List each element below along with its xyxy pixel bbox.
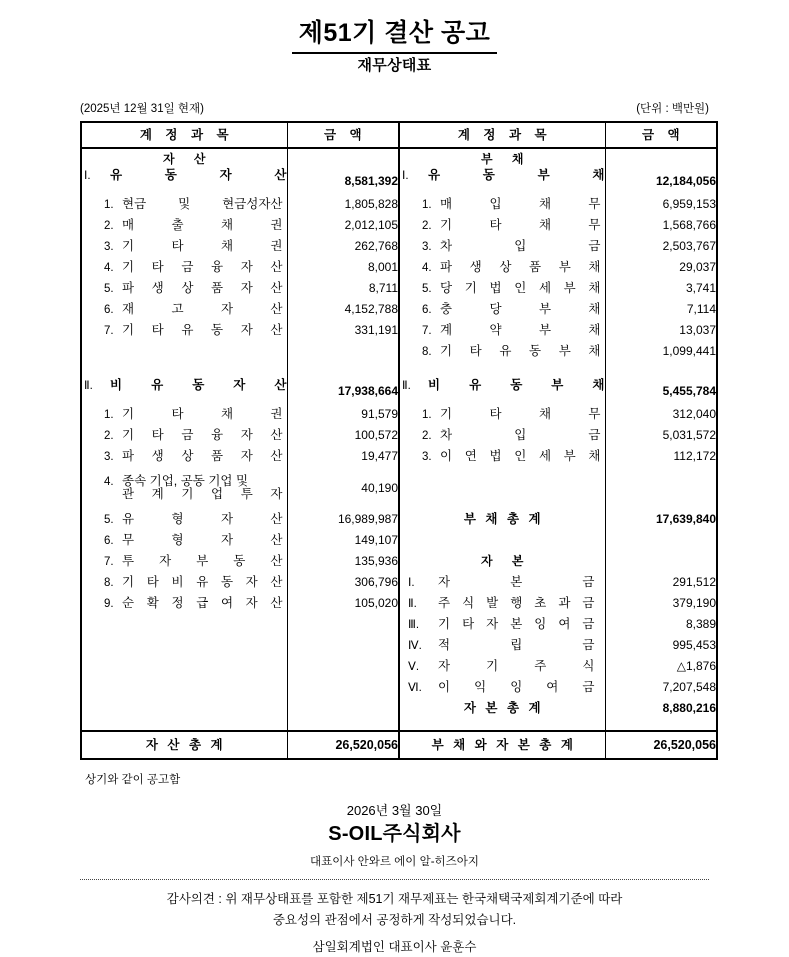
table-row — [81, 614, 717, 635]
table-row — [81, 530, 717, 551]
item-amount: 5,031,572 — [605, 425, 717, 446]
line-item — [81, 257, 287, 278]
line-item-multiline — [81, 467, 287, 509]
item-label-line2: 관 계 기 업 투 자 — [122, 487, 283, 502]
equity-label: 자 본 금 — [438, 574, 595, 589]
table-body — [81, 148, 717, 759]
item-amount: 2,503,767 — [605, 236, 717, 257]
total-liabilities-equity-amount: 26,520,056 — [605, 731, 717, 759]
item-number: 2. — [422, 219, 432, 232]
equity-label: 자 기 주 식 — [438, 658, 595, 673]
section-heading-equity: 자 본 — [399, 551, 605, 572]
ceo-name: 대표이사 안와르 에이 알-히즈아지 — [310, 856, 479, 869]
spacer-cell — [287, 362, 399, 379]
table-row — [81, 677, 717, 698]
item-label: 기 타 비 유 동 자 산 — [122, 574, 283, 589]
item-label: 매 출 채 권 — [122, 217, 283, 232]
item-label: 계 약 부 채 — [440, 322, 601, 337]
item-number: 9. — [104, 597, 114, 610]
equity-label: 주 식 발 행 초 과 금 — [438, 595, 595, 610]
line-item — [399, 299, 605, 320]
item-label: 기 타 채 무 — [440, 406, 601, 421]
line-item-blank — [81, 656, 287, 677]
line-item — [81, 446, 287, 467]
spacer-cell — [81, 719, 287, 731]
equity-label: 이 익 잉 여 금 — [438, 679, 595, 694]
group-label: 비 유 동 자 산 — [110, 377, 287, 392]
equity-amount-negative: △1,876 — [605, 656, 717, 677]
line-item-blank — [399, 467, 605, 509]
line-item-blank — [81, 698, 287, 719]
item-number: 1. — [422, 198, 432, 211]
group-noncurrent-liabilities — [399, 379, 605, 404]
table-row — [81, 215, 717, 236]
equity-numeral: Ⅳ. — [408, 639, 422, 652]
group-numeral: Ⅱ. — [402, 379, 411, 392]
grand-total-row — [81, 731, 717, 759]
item-number: 2. — [104, 219, 114, 232]
equity-amount: 995,453 — [605, 635, 717, 656]
item-label: 기 타 채 권 — [122, 406, 283, 421]
item-amount: 100,572 — [287, 425, 399, 446]
item-number: 3. — [104, 450, 114, 463]
equity-amount: 8,389 — [605, 614, 717, 635]
spacer-cell — [81, 362, 287, 379]
amount-blank — [287, 635, 399, 656]
col-header-account-right: 계 정 과 목 — [399, 122, 605, 148]
col-header-amount-right: 금 액 — [605, 122, 717, 148]
audit-firm-name: 삼일회계법인 대표이사 윤훈수 — [312, 939, 477, 954]
item-number: 7. — [104, 555, 114, 568]
group-amount: 17,938,664 — [287, 379, 399, 404]
item-label: 파 생 상 품 자 산 — [122, 448, 283, 463]
equity-amount: 379,190 — [605, 593, 717, 614]
item-number: 1. — [104, 408, 114, 421]
item-amount: 16,989,987 — [287, 509, 399, 530]
line-item-blank — [81, 614, 287, 635]
item-amount: 19,477 — [287, 446, 399, 467]
item-number: 4. — [422, 261, 432, 274]
currency-unit: (단위 : 백만원) — [636, 102, 709, 115]
item-number: 6. — [104, 534, 114, 547]
table-row — [81, 635, 717, 656]
equity-total-label: 자 본 총 계 — [463, 701, 544, 715]
group-numeral: Ⅰ. — [402, 169, 409, 182]
item-label: 기 타 유 동 자 산 — [122, 322, 283, 337]
liabilities-total-label: 부 채 총 계 — [463, 512, 544, 526]
group-label: 비 유 동 부 채 — [428, 377, 605, 392]
item-label: 차 입 금 — [440, 238, 601, 253]
item-label: 종속 기업, 공동 기업 및 — [122, 473, 249, 488]
liabilities-total-amount: 17,639,840 — [605, 509, 717, 530]
equity-item-treasury-stock — [399, 656, 605, 677]
item-number: 8. — [422, 345, 432, 358]
line-item — [81, 215, 287, 236]
group-noncurrent-assets — [81, 379, 287, 404]
table-header — [81, 122, 717, 148]
line-item — [399, 215, 605, 236]
item-label: 이 연 법 인 세 부 채 — [440, 448, 601, 463]
company-name: S-OIL주식회사 — [328, 823, 461, 846]
line-item — [81, 572, 287, 593]
item-amount: 91,579 — [287, 404, 399, 425]
line-item — [399, 446, 605, 467]
item-label: 충 당 부 채 — [440, 301, 601, 316]
item-amount: 112,172 — [605, 446, 717, 467]
amount-blank — [287, 148, 399, 169]
line-item — [81, 320, 287, 341]
item-number: 5. — [104, 282, 114, 295]
item-number: 1. — [422, 408, 432, 421]
table-row — [81, 257, 717, 278]
item-number: 3. — [422, 450, 432, 463]
audit-opinion-line-1: 감사의견 : 위 재무상태표를 포함한 제51기 재무제표는 한국채택국제회계기준에 따라 — [166, 892, 623, 907]
audit-opinion-block — [80, 889, 709, 956]
line-item — [81, 299, 287, 320]
page-title: 제51기 결산 공고 — [298, 19, 491, 47]
spacer-cell — [605, 719, 717, 731]
amount-blank — [605, 467, 717, 509]
table-row — [81, 169, 717, 194]
item-amount: 2,012,105 — [287, 215, 399, 236]
title-block — [80, 0, 709, 76]
total-assets-amount: 26,520,056 — [287, 731, 399, 759]
table-row — [81, 341, 717, 362]
item-amount: 312,040 — [605, 404, 717, 425]
header-row — [81, 122, 717, 148]
meta-row — [80, 100, 709, 116]
equity-numeral: Ⅱ. — [408, 597, 417, 610]
line-item — [399, 425, 605, 446]
line-item — [399, 236, 605, 257]
line-item — [81, 593, 287, 614]
item-label: 현금 및 현금성자산 — [122, 196, 283, 211]
line-item — [399, 278, 605, 299]
balance-sheet-table — [80, 121, 718, 760]
amount-blank — [287, 614, 399, 635]
line-item — [399, 341, 605, 362]
line-item — [399, 194, 605, 215]
table-row — [81, 194, 717, 215]
item-label: 재 고 자 산 — [122, 301, 283, 316]
section-heading-liabilities: 부 채 — [399, 148, 605, 169]
equity-amount: 291,512 — [605, 572, 717, 593]
item-amount: 149,107 — [287, 530, 399, 551]
line-item — [81, 278, 287, 299]
group-label: 유 동 자 산 — [110, 167, 287, 182]
item-label: 기 타 채 권 — [122, 238, 283, 253]
group-amount: 12,184,056 — [605, 169, 717, 194]
line-item — [81, 530, 287, 551]
equity-numeral: Ⅴ. — [408, 660, 420, 673]
signature-block — [80, 801, 709, 871]
equity-item — [399, 614, 605, 635]
item-number: 4. — [104, 261, 114, 274]
total-liabilities-equity-label: 부 채 와 자 본 총 계 — [399, 731, 605, 759]
group-numeral: Ⅱ. — [84, 379, 93, 392]
item-number: 6. — [422, 303, 432, 316]
as-of-date: (2025년 12월 31일 현재) — [80, 102, 204, 115]
item-number: 8. — [104, 576, 114, 589]
spacer-cell — [287, 719, 399, 731]
amount-blank — [287, 341, 399, 362]
group-current-liabilities — [399, 169, 605, 194]
line-item — [399, 257, 605, 278]
table-row — [81, 425, 717, 446]
table-row — [81, 236, 717, 257]
line-item — [81, 404, 287, 425]
item-amount: 8,001 — [287, 257, 399, 278]
equity-numeral: Ⅵ. — [408, 681, 422, 694]
announcement-date: 2026년 3월 30일 — [346, 802, 443, 818]
table-row — [81, 404, 717, 425]
line-item — [81, 425, 287, 446]
item-amount: 135,936 — [287, 551, 399, 572]
liabilities-total-row — [399, 509, 605, 530]
line-item-blank — [81, 635, 287, 656]
spacer-cell — [399, 719, 605, 731]
item-number: 6. — [104, 303, 114, 316]
item-number: 5. — [422, 282, 432, 295]
item-label: 기 타 채 무 — [440, 217, 601, 232]
line-item — [81, 236, 287, 257]
item-number: 3. — [104, 240, 114, 253]
item-label: 파 생 상 품 자 산 — [122, 280, 283, 295]
item-number: 7. — [104, 324, 114, 337]
item-number: 2. — [422, 429, 432, 442]
line-item-blank — [81, 341, 287, 362]
line-item — [399, 404, 605, 425]
item-amount: 3,741 — [605, 278, 717, 299]
item-amount: 1,099,441 — [605, 341, 717, 362]
item-label: 파 생 상 품 부 채 — [440, 259, 601, 274]
item-amount: 262,768 — [287, 236, 399, 257]
announcement-note: 상기와 같이 공고함 — [85, 773, 181, 786]
item-amount: 7,114 — [605, 299, 717, 320]
audit-opinion-line-2: 중요성의 관점에서 공정하게 작성되었습니다. — [272, 912, 517, 927]
group-amount: 8,581,392 — [287, 169, 399, 194]
item-label: 순 확 정 급 여 자 산 — [122, 595, 283, 610]
spacer-cell — [605, 362, 717, 379]
item-label: 투 자 부 동 산 — [122, 553, 283, 568]
item-label: 유 형 자 산 — [122, 511, 283, 526]
amount-blank — [605, 530, 717, 551]
group-amount: 5,455,784 — [605, 379, 717, 404]
section-heading-assets: 자 산 — [162, 151, 214, 166]
equity-label: 기 타 자 본 잉 여 금 — [438, 616, 595, 631]
line-item — [81, 194, 287, 215]
item-amount: 1,568,766 — [605, 215, 717, 236]
group-label: 유 동 부 채 — [428, 167, 605, 182]
equity-total-row — [399, 698, 605, 719]
item-label: 기 타 유 동 부 채 — [440, 343, 601, 358]
table-row-spacer — [81, 362, 717, 379]
item-label: 무 형 자 산 — [122, 532, 283, 547]
item-label: 매 입 채 무 — [440, 196, 601, 211]
equity-item — [399, 635, 605, 656]
line-item — [399, 320, 605, 341]
equity-total-amount: 8,880,216 — [605, 698, 717, 719]
table-row — [81, 299, 717, 320]
item-amount: 29,037 — [605, 257, 717, 278]
item-amount: 331,191 — [287, 320, 399, 341]
page-subtitle: 재무상태표 — [357, 57, 432, 75]
dotted-divider — [80, 879, 709, 880]
group-current-assets — [81, 169, 287, 194]
line-item — [81, 509, 287, 530]
equity-item — [399, 593, 605, 614]
item-number: 1. — [104, 198, 114, 211]
item-amount: 13,037 — [605, 320, 717, 341]
equity-item — [399, 572, 605, 593]
table-row — [81, 148, 717, 169]
equity-label: 적 립 금 — [438, 637, 595, 652]
table-row-spacer — [81, 719, 717, 731]
item-number: 3. — [422, 240, 432, 253]
col-header-account-left: 계 정 과 목 — [81, 122, 287, 148]
table-row — [81, 320, 717, 341]
amount-blank — [287, 677, 399, 698]
item-number: 5. — [104, 513, 114, 526]
col-header-amount-left: 금 액 — [287, 122, 399, 148]
table-row — [81, 467, 717, 509]
equity-numeral: Ⅰ. — [408, 576, 415, 589]
amount-blank — [287, 698, 399, 719]
item-label: 당 기 법 인 세 부 채 — [440, 280, 601, 295]
table-row — [81, 572, 717, 593]
amount-blank — [605, 148, 717, 169]
table-row — [81, 278, 717, 299]
table-row — [81, 698, 717, 719]
item-number: 7. — [422, 324, 432, 337]
item-amount: 40,190 — [287, 467, 399, 509]
item-amount: 1,805,828 — [287, 194, 399, 215]
item-number: 4. — [104, 475, 114, 488]
table-row — [81, 379, 717, 404]
item-amount: 8,711 — [287, 278, 399, 299]
item-amount: 306,796 — [287, 572, 399, 593]
item-label: 차 입 금 — [440, 427, 601, 442]
table-row — [81, 446, 717, 467]
group-numeral: Ⅰ. — [84, 169, 91, 182]
table-row — [81, 551, 717, 572]
item-amount: 6,959,153 — [605, 194, 717, 215]
equity-numeral: Ⅲ. — [408, 618, 420, 631]
line-item-blank — [399, 530, 605, 551]
item-amount: 105,020 — [287, 593, 399, 614]
title-underline — [292, 52, 497, 54]
amount-blank — [287, 656, 399, 677]
item-number: 2. — [104, 429, 114, 442]
table-row — [81, 593, 717, 614]
amount-blank — [605, 551, 717, 572]
equity-amount: 7,207,548 — [605, 677, 717, 698]
line-item-blank — [81, 677, 287, 698]
total-assets-label: 자 산 총 계 — [81, 731, 287, 759]
table-row — [81, 656, 717, 677]
item-label: 기 타 금 융 자 산 — [122, 427, 283, 442]
line-item — [81, 551, 287, 572]
table-row — [81, 509, 717, 530]
equity-item — [399, 677, 605, 698]
item-amount: 4,152,788 — [287, 299, 399, 320]
spacer-cell — [399, 362, 605, 379]
item-label: 기 타 금 융 자 산 — [122, 259, 283, 274]
